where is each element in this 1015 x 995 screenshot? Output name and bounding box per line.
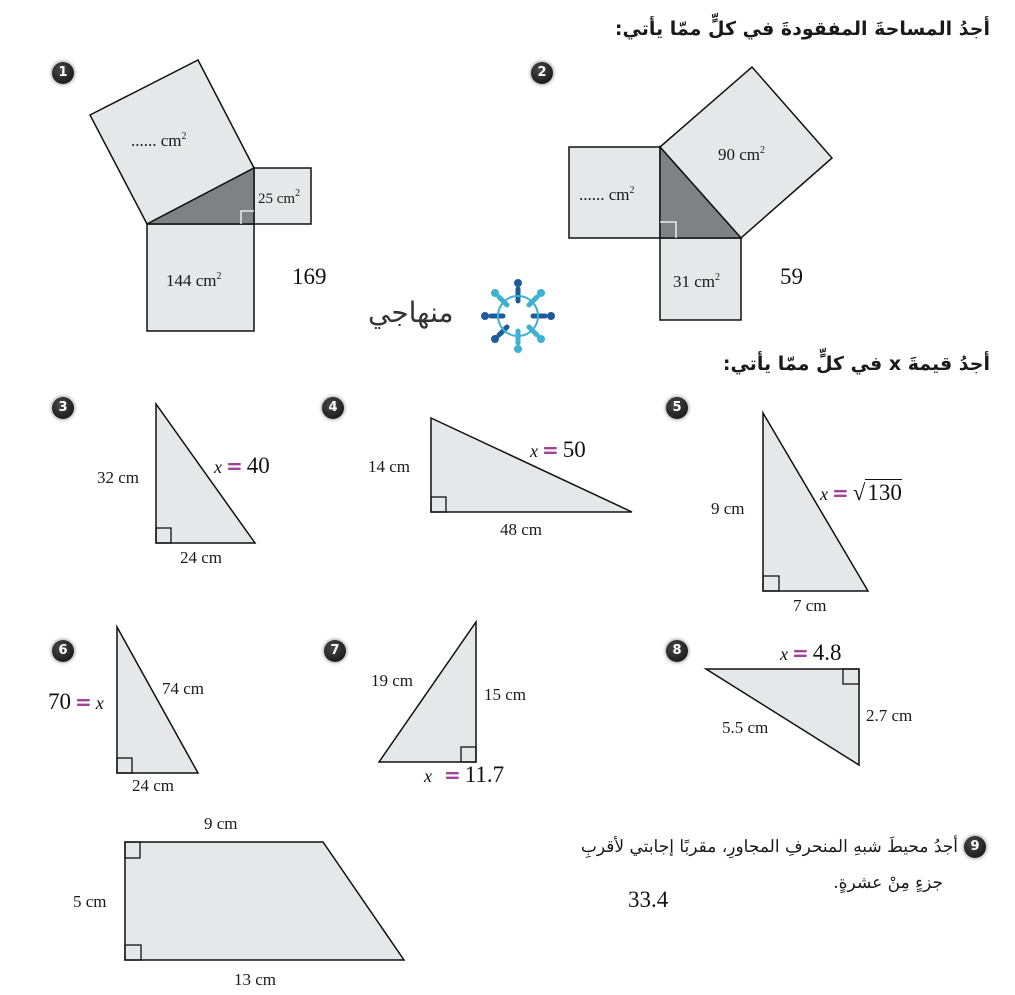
p1-small-label: 25 $cm^2$ [258, 188, 301, 207]
p4-answer: x = 50 [530, 437, 586, 462]
p9-bottom-label: 13 cm [234, 970, 277, 989]
logo-emblem [481, 279, 555, 353]
p4-vertical-label: 14 cm [368, 457, 411, 476]
p8-triangle [706, 669, 859, 765]
p3-horizontal-label: 24 cm [180, 548, 223, 567]
p9-question-line2: جزءٍ مِنْ عشرةٍ. [833, 873, 943, 893]
p4-horizontal-label: 48 cm [500, 520, 543, 539]
p1-bottom-label: 144 $cm^2$ [166, 271, 222, 290]
problem-number-badge: 4 [322, 397, 344, 419]
p8-answer: x = 4.8 [780, 640, 842, 665]
p5-answer: x = √130 [820, 480, 902, 505]
p9-top-label: 9 cm [204, 814, 238, 833]
problem-number-badge: 1 [52, 62, 74, 84]
section2-heading: أجدُ قيمةَ x في كلٍّ ممّا يأتي: [722, 353, 990, 375]
p7-answer: x = 11.7 [424, 762, 505, 787]
p7-triangle [379, 622, 476, 762]
problem-number-badge: 6 [52, 640, 74, 662]
p1-hyp-label: ...... $cm^2$ [131, 131, 187, 150]
p4-triangle [431, 418, 632, 512]
problem-number-badge: 9 [964, 836, 986, 858]
p2-left-label: ...... $cm^2$ [579, 185, 635, 204]
p2-bottom-label: 31 $cm^2$ [673, 272, 721, 291]
p6-horizontal-label: 24 cm [132, 776, 175, 795]
p6-triangle [117, 627, 198, 773]
p2-hyp-label: 90 $cm^2$ [718, 145, 766, 164]
section1-heading: أجدُ المساحةَ المفقودةَ في كلٍّ ممّا يأتي: [614, 18, 990, 40]
p7-vertical-label: 15 cm [484, 685, 527, 704]
p6-answer: 70 = x [48, 689, 104, 714]
p5-horizontal-label: 7 cm [793, 596, 827, 615]
p3-vertical-label: 32 cm [97, 468, 140, 487]
problem-number-badge: 7 [324, 640, 346, 662]
p9-question-line1: أجدُ محيطَ شبهِ المنحرفِ المجاورِ، مقربًا إجابتي لأقربِ [580, 837, 958, 857]
p1-answer: 169 [292, 264, 327, 289]
p7-hypotenuse-label: 19 cm [371, 671, 414, 690]
p8-vertical-label: 2.7 cm [866, 706, 913, 725]
p8-hypotenuse-label: 5.5 cm [722, 718, 769, 737]
p9-trapezoid [125, 842, 404, 960]
p9-left-label: 5 cm [73, 892, 107, 911]
p6-hypotenuse-label: 74 cm [162, 679, 205, 698]
p5-vertical-label: 9 cm [711, 499, 745, 518]
problem-number-badge: 2 [531, 62, 553, 84]
problem-number-badge: 8 [666, 640, 688, 662]
problem-number-badge: 3 [52, 397, 74, 419]
p2-answer: 59 [780, 264, 803, 289]
problem-number-badge: 5 [666, 397, 688, 419]
p9-answer: 33.4 [628, 887, 669, 912]
logo-text: منهاجي [368, 296, 454, 329]
p3-answer: x = 40 [214, 453, 270, 478]
